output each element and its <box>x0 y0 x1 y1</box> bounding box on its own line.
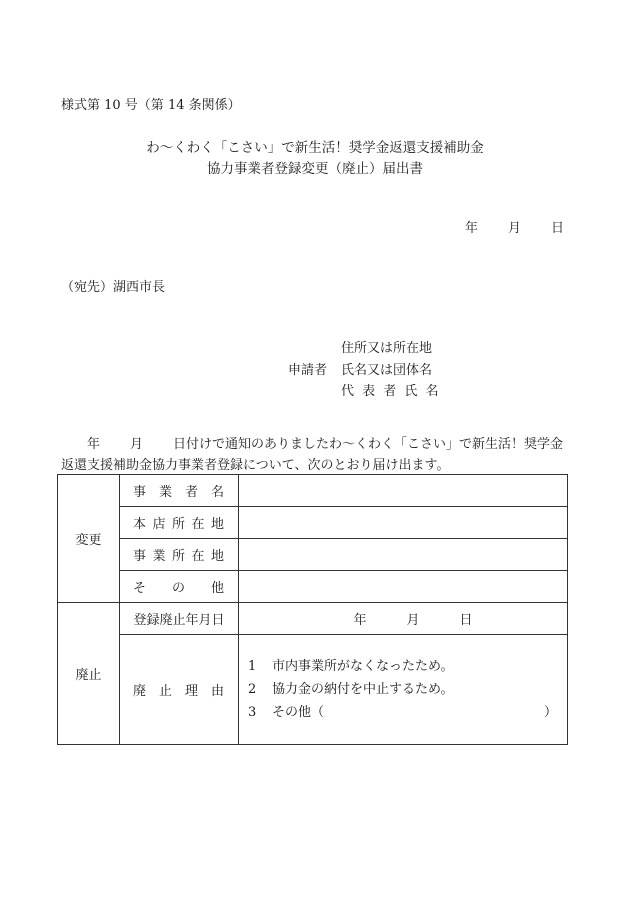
reason-label-char: 止 <box>158 684 172 699</box>
body-month: 月 <box>130 437 144 452</box>
row-label-char: 地 <box>210 549 224 564</box>
other-field[interactable] <box>239 571 568 603</box>
row-label-business-name <box>120 475 239 507</box>
applicant-address-label: 住所又は所在地 <box>341 341 433 356</box>
abolish-date-year: 年 <box>353 613 367 628</box>
row-label-char: そ <box>133 581 147 596</box>
abolish-section-label: 廃止 <box>58 603 120 745</box>
date-month: 月 <box>507 221 521 236</box>
office-location-field[interactable] <box>239 539 568 571</box>
reason-option-1[interactable]: 1 市内事業所がなくなったため。 <box>248 659 454 674</box>
form-title-line2: 協力事業者登録変更（廃止）届出書 <box>207 161 423 177</box>
reason-label-char: 由 <box>210 684 224 699</box>
row-label-head-office <box>120 507 239 539</box>
date-year: 年 <box>464 221 478 236</box>
abolish-date-label: 登録廃止年月日 <box>120 603 239 635</box>
addressee: （宛先）湖西市長 <box>61 280 166 295</box>
abolish-date-day: 日 <box>459 613 473 628</box>
row-label-char: 在 <box>191 517 205 532</box>
row-label-char: 店 <box>152 517 166 532</box>
row-label-char: 他 <box>210 581 224 596</box>
body-year: 年 <box>87 437 101 452</box>
row-label-char: 業 <box>152 549 166 564</box>
reason-option-3[interactable]: 3 その他（ ） <box>248 705 557 720</box>
body-text: 日付けで通知のありましたわ〜くわく「こさい」で新生活！奨学金返還支援補助金協力事業者登録について、次のとおり届け出ます。 <box>61 437 564 473</box>
date-day: 日 <box>550 221 564 236</box>
change-abolish-table <box>57 474 568 745</box>
row-label-char: 者 <box>184 485 198 500</box>
row-label-char: 名 <box>210 485 224 500</box>
reason-option-2[interactable]: 2 協力金の納付を中止するため。 <box>248 682 454 697</box>
row-label-char: 事 <box>133 485 147 500</box>
form-title-line1: わ〜くわく「こさい」で新生活！奨学金返還支援補助金 <box>146 140 484 156</box>
reason-label-char: 理 <box>184 684 198 699</box>
declaration-text <box>61 434 576 476</box>
business-name-field[interactable] <box>239 475 568 507</box>
row-label-char: 本 <box>133 517 147 532</box>
form-number: 様式第 10 号（第 14 条関係） <box>61 98 241 113</box>
row-label-other <box>120 571 239 603</box>
applicant-representative-label: 代 表 者 氏 名 <box>341 384 441 399</box>
row-label-char: の <box>171 581 185 596</box>
abolish-date-month: 月 <box>406 613 420 628</box>
reason-label-char: 廃 <box>133 684 147 699</box>
applicant-name-label: 氏名又は団体名 <box>341 363 433 378</box>
applicant-label: 申請者 <box>288 363 328 378</box>
row-label-char: 在 <box>191 549 205 564</box>
reason-label <box>120 635 239 745</box>
reason-list <box>239 635 568 745</box>
row-label-char: 所 <box>171 517 185 532</box>
row-label-char: 事 <box>133 549 147 564</box>
row-label-char: 所 <box>171 549 185 564</box>
row-label-char: 地 <box>210 517 224 532</box>
change-section-label: 変更 <box>58 475 120 603</box>
row-label-char: 業 <box>158 485 172 500</box>
abolish-date-field[interactable] <box>239 603 568 635</box>
submission-date <box>465 217 564 236</box>
head-office-field[interactable] <box>239 507 568 539</box>
row-label-office-location <box>120 539 239 571</box>
